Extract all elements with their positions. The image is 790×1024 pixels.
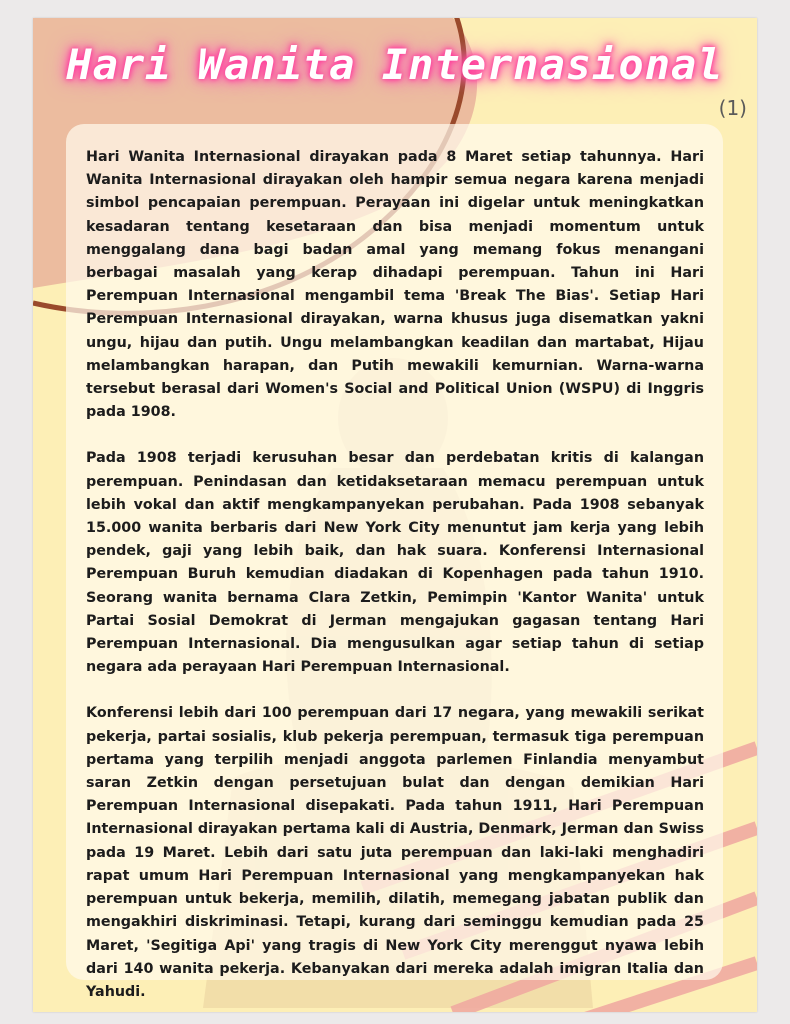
article-body <box>86 146 704 1012</box>
document-page <box>33 18 757 1012</box>
page-number: (1) <box>718 96 747 120</box>
page-title: Hari Wanita Internasional <box>66 40 724 89</box>
paragraph-3: Konferensi lebih dari 100 perempuan dari 17 negara, yang mewakili serikat pekerja, partai sosialis, klub pekerja perempuan, termasuk tiga perempuan pertama yang terpilih menjadi anggota parlemen Finlandia menyambut saran Zetkin dengan persetujuan bulat dan dengan demikian Hari Perempuan Internasional disepakati. Pada tahun 1911, Hari Perempuan Internasional dirayakan pertama kali di Austria, Denmark, Jerman dan Swiss pada 19 Maret. Lebih dari satu juta perempuan dan laki-laki menghadiri rapat umum Hari Perempuan Internasional yang mengkampanyekan hak perempuan untuk bekerja, memilih, dilatih, memegang jabatan publik dan mengakhiri diskriminasi. Tetapi, kurang dari seminggu kemudian pada 25 Maret, 'Segitiga Api' yang tragis di New York City merenggut nyawa lebih dari 140 wanita pekerja. Kebanyakan dari mereka adalah imigran Italia dan Yahudi. <box>86 705 704 1000</box>
paragraph-1: Hari Wanita Internasional dirayakan pada 8 Maret setiap tahunnya. Hari Wanita Internasional dirayakan oleh hampir semua negara karena menjadi simbol pencapaian perempuan. Perayaan ini digelar untuk meningkatkan kesadaran tentang kesetaraan dan bisa menjadi momentum untuk menggalang dana bagi badan amal yang memang fokus menangani berbagai masalah yang kerap dihadapi perempuan. Tahun ini Hari Perempuan Internasional mengambil tema 'Break The Bias'. Setiap Hari Perempuan Internasional dirayakan, warna khusus juga disematkan yakni ungu, hijau dan putih. Ungu melambangkan keadilan dan martabat, Hijau melambangkan harapan, dan Putih mewakili kemurnian. Warna-warna tersebut berasal dari Women's Social and Political Union (WSPU) di Inggris pada 1908. <box>86 149 704 421</box>
paragraph-2: Pada 1908 terjadi kerusuhan besar dan perdebatan kritis di kalangan perempuan. Penindasan dan ketidaksetaraan memacu perempuan untuk lebih vokal dan aktif mengkampanyekan perubahan. Pada 1908 sebanyak 15.000 wanita berbaris dari New York City menuntut jam kerja yang lebih pendek, gaji yang lebih baik, dan hak suara. Konferensi Internasional Perempuan Buruh kemudian diadakan di Kopenhagen pada tahun 1910. Seorang wanita bernama Clara Zetkin, Pemimpin 'Kantor Wanita' untuk Partai Sosial Demokrat di Jerman mengajukan gagasan tentang Hari Perempuan Internasional. Dia mengusulkan agar setiap tahun di setiap negara ada perayaan Hari Perempuan Internasional. <box>86 450 704 676</box>
